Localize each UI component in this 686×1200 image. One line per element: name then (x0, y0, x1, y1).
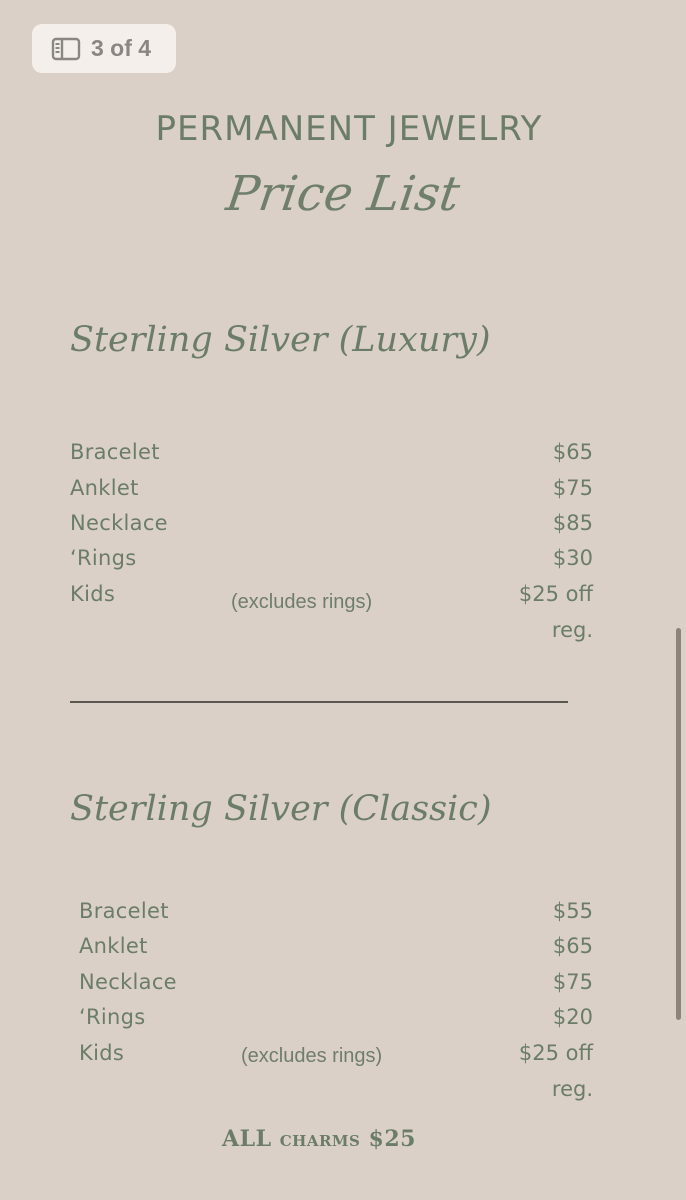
item-label: ‘Rings (79, 1005, 146, 1029)
item-label: Anklet (70, 476, 139, 500)
item-price: $20 (552, 1005, 593, 1029)
section-title-classic: Sterling Silver (Classic) (70, 789, 492, 829)
page-counter-text: 3 of 4 (91, 35, 152, 61)
item-price: $25 off (518, 1041, 593, 1065)
item-price: $55 (552, 899, 593, 923)
item-price: $65 (552, 440, 593, 464)
item-price-suffix: reg. (551, 618, 593, 642)
item-price: $75 (552, 476, 593, 500)
scrollbar[interactable] (676, 628, 681, 1020)
item-label: Anklet (79, 934, 148, 958)
item-price: $30 (552, 546, 593, 570)
item-price-suffix: reg. (551, 1077, 593, 1101)
sidebar-icon (51, 37, 81, 61)
section-divider (70, 701, 568, 703)
kids-note: (excludes rings) (241, 1045, 383, 1067)
item-label: Necklace (70, 511, 168, 535)
item-label: Kids (79, 1041, 125, 1065)
price-list-script-title: Price List (222, 166, 464, 222)
item-label: Kids (70, 582, 116, 606)
item-label: Bracelet (79, 899, 169, 923)
item-label: Bracelet (70, 440, 160, 464)
item-label: Necklace (79, 970, 177, 994)
item-price: $85 (552, 511, 593, 535)
page-counter-badge[interactable] (32, 24, 176, 73)
item-price: $65 (552, 934, 593, 958)
section-title-luxury: Sterling Silver (Luxury) (70, 320, 491, 360)
item-price: $25 off (518, 582, 593, 606)
page-title: PERMANENT JEWELRY (155, 109, 543, 149)
charms-footer: ALL charms $25 (222, 1126, 416, 1152)
item-price: $75 (552, 970, 593, 994)
item-label: ‘Rings (70, 546, 137, 570)
kids-note: (excludes rings) (231, 591, 373, 613)
